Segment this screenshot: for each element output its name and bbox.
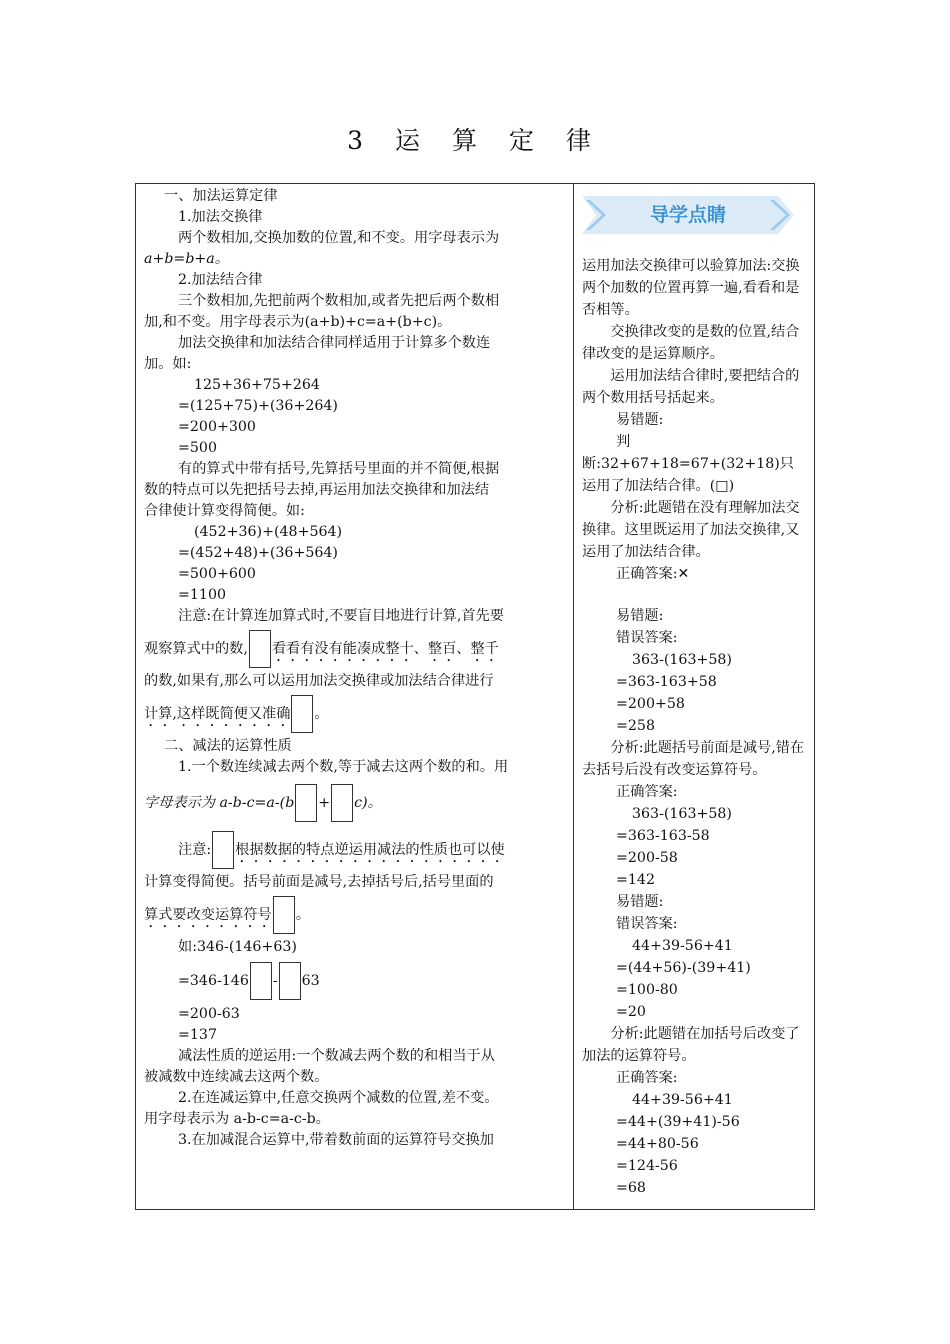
text-line: 数的特点可以先把括号去掉,再运用加法交换律和加法结 <box>144 482 490 498</box>
error-title: 易错题: <box>616 894 664 910</box>
calc-line: =200-58 <box>616 850 678 866</box>
tip-paragraph: 交换律改变的是数的位置,结合律改变的是运算顺序。 <box>582 324 800 362</box>
note-text: 。 <box>295 907 310 923</box>
calc-line: =124-56 <box>616 1158 678 1174</box>
text-line: 三个数相加,先把前两个数相加,或者先把后两个数相 <box>178 293 500 309</box>
note-line <box>144 627 564 671</box>
text-line: 2.在连减运算中,任意交换两个减数的位置,差不变。 <box>178 1090 499 1106</box>
error-analysis: 分析:此题括号前面是减号,错在去括号后没有改变运算符号。 <box>582 740 805 778</box>
banner-title: 导学点睛 <box>649 204 726 226</box>
subheading-commutative: 1.加法交换律 <box>178 209 263 225</box>
example-line: 125+36+75+264 <box>194 377 320 393</box>
column-divider <box>573 183 574 1210</box>
note-line: 计算变得简便。括号前面是减号,去掉括号后,括号里面的 <box>144 874 494 890</box>
blank-box <box>291 695 313 733</box>
blank-box <box>295 784 317 822</box>
text-line: 加,和不变。用字母表示为(a+b)+c=a+(b+c)。 <box>144 314 452 330</box>
note-text: 。 <box>314 706 329 722</box>
calc-line: =363-163-58 <box>616 828 710 844</box>
blank-box <box>279 962 301 1000</box>
error-analysis: 分析:此题错在没有理解加法交换律。这里既运用了加法交换律,又运用了加法结合律。 <box>582 500 800 560</box>
error-title: 易错题: <box>616 412 664 428</box>
calc-line: 44+39-56+41 <box>632 938 733 954</box>
operator: + <box>318 795 331 811</box>
note-text: 注意: <box>178 842 212 858</box>
text-line: 两个数相加,交换加数的位置,和不变。用字母表示为 <box>178 230 500 246</box>
formula: a+b=b+a。 <box>144 251 229 267</box>
example-line: 如:346-(146+63) <box>178 939 297 955</box>
formula: 字母表示为 a-b-c=a-(b <box>144 795 295 811</box>
calc-line: 363-(163+58) <box>632 806 732 822</box>
note-line <box>144 893 564 937</box>
calc-line: =68 <box>616 1180 646 1196</box>
blank-box <box>331 784 353 822</box>
wrong-answer-label: 错误答案: <box>616 916 678 932</box>
example-text: 63 <box>301 973 320 989</box>
section-heading-subtraction: 二、减法的运算性质 <box>164 738 292 754</box>
text-line <box>144 778 564 828</box>
main-column <box>144 186 564 1151</box>
right-answer-label: 正确答案: <box>616 784 678 800</box>
error-question: 断:32+67+18=67+(32+18)只运用了加法结合律。(□) <box>582 456 794 494</box>
example-line: =200-63 <box>178 1006 240 1022</box>
calc-line: =142 <box>616 872 655 888</box>
note-line: 的数,如果有,那么可以运用加法交换律或加法结合律进行 <box>144 673 494 689</box>
calc-line: 44+39-56+41 <box>632 1092 733 1108</box>
calc-line: =258 <box>616 718 655 734</box>
blank-box <box>212 831 234 869</box>
note-text: 根据数据的特点逆运用减法的性质也可以使 <box>235 842 505 858</box>
page-title: 3 运 算 定 律 <box>347 126 603 155</box>
text-line: 合律使计算变得简便。如: <box>144 503 305 519</box>
note-text: 算式要改变运算符号 <box>144 907 272 923</box>
example-line: (452+36)+(48+564) <box>194 524 343 540</box>
note-text: 观察算式中的数, <box>144 641 248 657</box>
error-title: 易错题: <box>616 608 664 624</box>
example-line: =(125+75)+(36+264) <box>178 398 338 414</box>
example-line: =500 <box>178 440 217 456</box>
calc-line: =100-80 <box>616 982 678 998</box>
example-line: =(452+48)+(36+564) <box>178 545 338 561</box>
blank-box <box>249 630 271 668</box>
example-line: =1100 <box>178 587 226 603</box>
formula: c)。 <box>354 795 382 811</box>
note-line <box>144 828 564 872</box>
error-analysis: 分析:此题错在加括号后改变了加法的运算符号。 <box>582 1026 800 1064</box>
error-question: 判 <box>616 434 631 450</box>
calc-line: =20 <box>616 1004 646 1020</box>
example-line: =137 <box>178 1027 217 1043</box>
calc-line: =(44+56)-(39+41) <box>616 960 751 976</box>
note-line: 注意:在计算连加算式时,不要盲目地进行计算,首先要 <box>178 608 504 624</box>
example-line <box>144 958 564 1004</box>
calc-line: =44+80-56 <box>616 1136 699 1152</box>
tip-paragraph: 运用加法交换律可以验算加法:交换两个加数的位置再算一遍,看看和是否相等。 <box>582 258 800 318</box>
text-line: 用字母表示为 a-b-c=a-c-b。 <box>144 1111 330 1127</box>
text-line: 3.在加减混合运算中,带着数前面的运算符号交换加 <box>178 1132 494 1148</box>
note-text: 计算,这样既简便又准确 <box>144 706 291 722</box>
example-text: =346-146 <box>178 973 249 989</box>
text-line: 1.一个数连续减去两个数,等于减去这两个数的和。用 <box>178 759 509 775</box>
text-line <box>144 249 564 270</box>
side-column <box>582 255 806 1199</box>
section-heading-addition: 一、加法运算定律 <box>164 188 278 204</box>
subheading-associative: 2.加法结合律 <box>178 272 263 288</box>
example-line: =200+300 <box>178 419 256 435</box>
text-line: 加法交换律和加法结合律同样适用于计算多个数连 <box>178 335 491 351</box>
note-text: 看看有没有能凑成整十、整百、整千 <box>271 641 499 657</box>
calc-line: =363-163+58 <box>616 674 717 690</box>
example-line: =500+600 <box>178 566 256 582</box>
text-line: 被减数中连续减去这两个数。 <box>144 1069 329 1085</box>
guide-banner <box>582 196 794 234</box>
blank-box <box>273 896 295 934</box>
operator: - <box>272 973 278 989</box>
calc-line: 363-(163+58) <box>632 652 732 668</box>
text-line: 有的算式中带有括号,先算括号里面的并不简便,根据 <box>178 461 500 477</box>
text-line: 减法性质的逆运用:一个数减去两个数的和相当于从 <box>178 1048 495 1064</box>
calc-line: =44+(39+41)-56 <box>616 1114 740 1130</box>
blank-box <box>250 962 272 1000</box>
correct-answer: 正确答案:✕ <box>616 566 690 582</box>
tip-paragraph: 运用加法结合律时,要把结合的两个数用括号括起来。 <box>582 368 800 406</box>
text-line: 加。如: <box>144 356 192 372</box>
note-line <box>144 692 564 736</box>
right-answer-label: 正确答案: <box>616 1070 678 1086</box>
calc-line: =200+58 <box>616 696 685 712</box>
wrong-answer-label: 错误答案: <box>616 630 678 646</box>
